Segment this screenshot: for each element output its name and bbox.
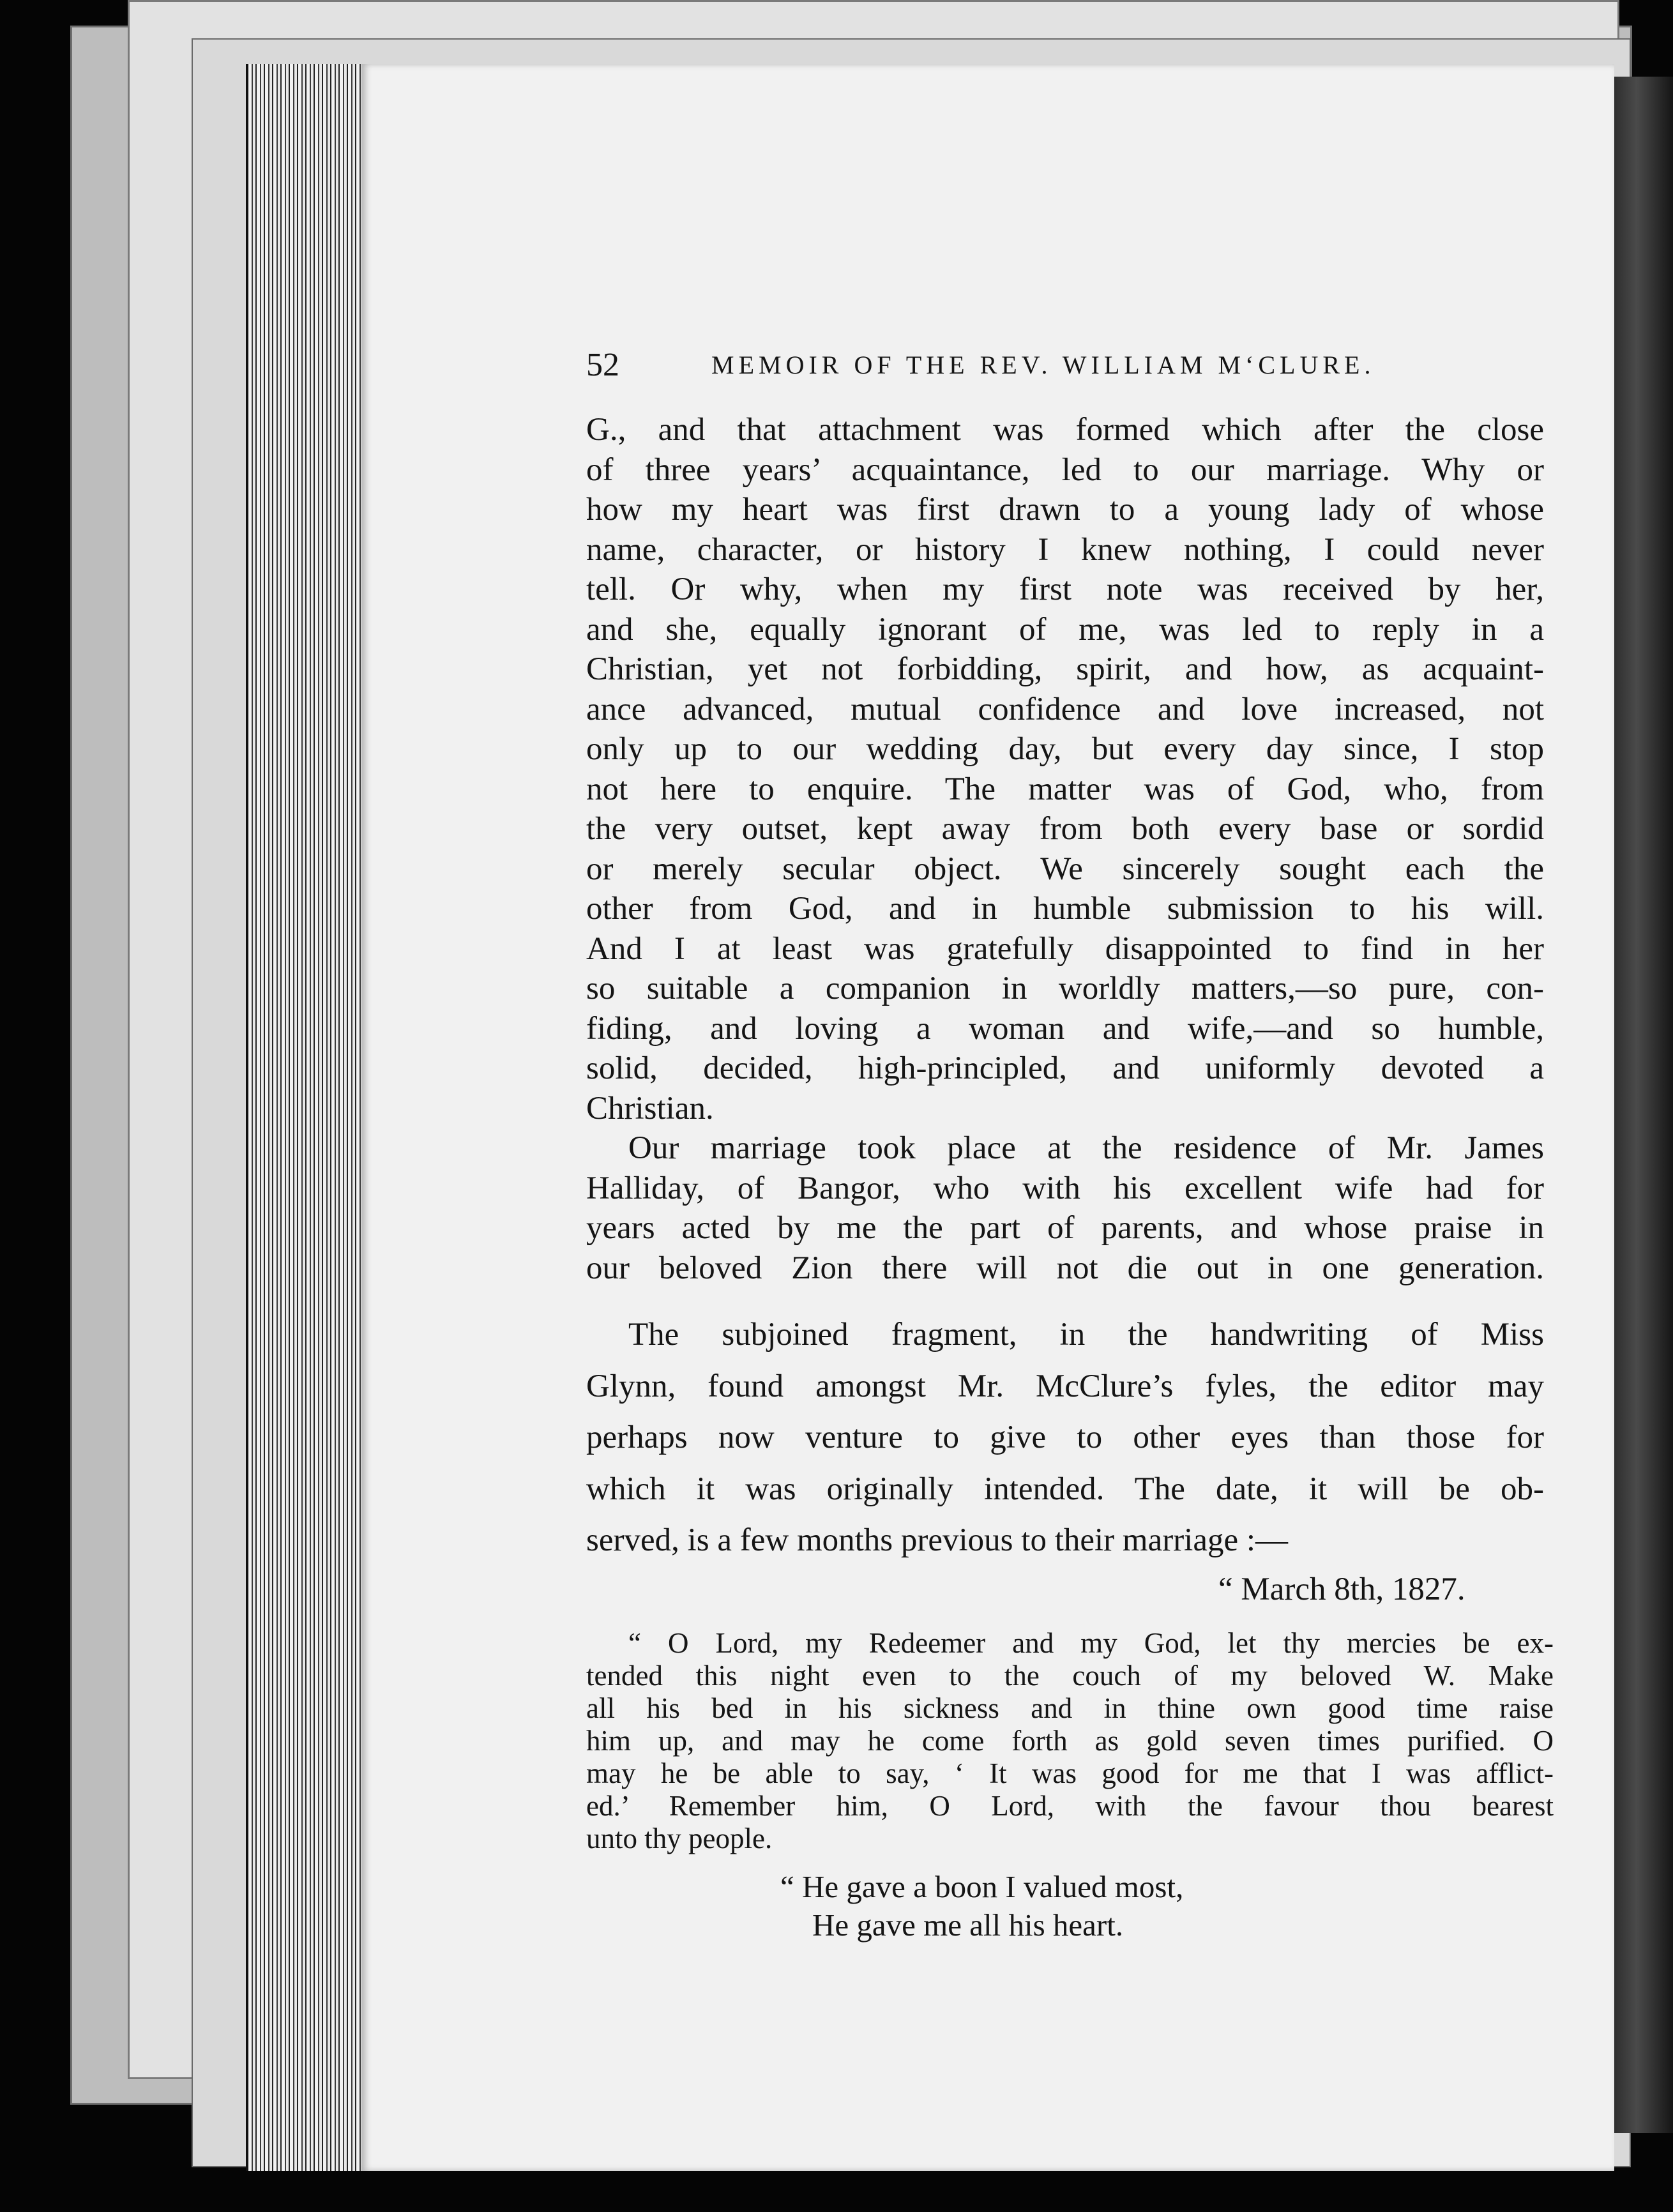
text-line: name, character, or history I knew nothing, I could never [586, 531, 1544, 568]
text-line: so suitable a companion in worldly matters,—so pure, con- [586, 971, 1544, 1006]
text-line: The subjoined fragment, in the handwriting of Miss [628, 1317, 1544, 1352]
text-line: how my heart was first drawn to a young lady of whose [586, 492, 1544, 527]
page-edge-stack [246, 64, 367, 2171]
letter-date: “ March 8th, 1827. [1218, 1572, 1465, 1607]
text-line: ed.’ Remember him, O Lord, with the favour thou bearest [586, 1790, 1554, 1822]
text-line: the very outset, kept away from both every base or sordid [586, 811, 1544, 847]
text-line: our beloved Zion there will not die out in one generation. [586, 1250, 1544, 1286]
text-line: solid, decided, high-principled, and uniformly devoted a [586, 1050, 1544, 1086]
text-line: all his bed in his sickness and in thine own good time raise [586, 1692, 1554, 1724]
text-line: him up, and may he come forth as gold seven times purified. O [586, 1725, 1554, 1757]
text-line: not here to enquire. The matter was of God, who, from [586, 771, 1544, 807]
paragraph-3 [586, 1309, 1544, 1566]
text-line: And I at least was gratefully disappointed to find in her [586, 930, 1544, 967]
text-line: Our marriage took place at the residence of Mr. James [628, 1130, 1544, 1166]
text-line: which it was originally intended. The date, it will be ob- [586, 1471, 1544, 1507]
text-line: of three years’ acquaintance, led to our marriage. Why or [586, 451, 1544, 488]
text-line: Glynn, found amongst Mr. McClure’s fyles, the editor may [586, 1368, 1544, 1404]
letter-fragment [586, 1627, 1554, 1855]
text-line: other from God, and in humble submission to his will. [586, 891, 1544, 927]
text-line: and she, equally ignorant of me, was led to reply in a [586, 611, 1544, 648]
text-line: Christian, yet not forbidding, spirit, and how, as acquaint- [586, 651, 1544, 687]
poem-line: He gave me all his heart. [812, 1907, 1124, 1943]
paragraph-1 [586, 410, 1544, 1128]
text-line: G., and that attachment was formed which after the close [586, 412, 1544, 448]
poem-verse [780, 1868, 1183, 1944]
text-line: Christian. [586, 1090, 714, 1126]
text-line: or merely secular object. We sincerely sought each the [586, 851, 1544, 887]
running-head: MEMOIR OF THE REV. WILLIAM M‘CLURE. [711, 351, 1375, 379]
text-line: may he be able to say, ‘ It was good for me that I was afflict- [586, 1757, 1554, 1789]
text-line: “ O Lord, my Redeemer and my God, let thy mercies be ex- [628, 1627, 1554, 1659]
poem-line: “ He gave a boon I valued most, [780, 1869, 1184, 1904]
text-line: served, is a few months previous to their marriage :— [586, 1522, 1289, 1558]
text-line: tell. Or why, when my first note was received by her, [586, 572, 1544, 607]
paragraph-2 [586, 1128, 1544, 1288]
text-line: only up to our wedding day, but every day since, I stop [586, 731, 1544, 767]
text-line: perhaps now venture to give to other eyes than those for [586, 1420, 1544, 1455]
text-line: tended this night even to the couch of my beloved W. Make [586, 1660, 1554, 1692]
text-line: ance advanced, mutual confidence and love increased, not [586, 691, 1544, 727]
text-line: Halliday, of Bangor, who with his excellent wife had for [586, 1170, 1544, 1206]
page-number: 52 [586, 347, 619, 383]
text-line: fiding, and loving a woman and wife,—and so humble, [586, 1010, 1544, 1047]
text-line: years acted by me the part of parents, and whose praise in [586, 1210, 1544, 1246]
book-spine [1612, 77, 1673, 2133]
text-line: unto thy people. [586, 1822, 773, 1854]
page-header [586, 332, 1544, 390]
